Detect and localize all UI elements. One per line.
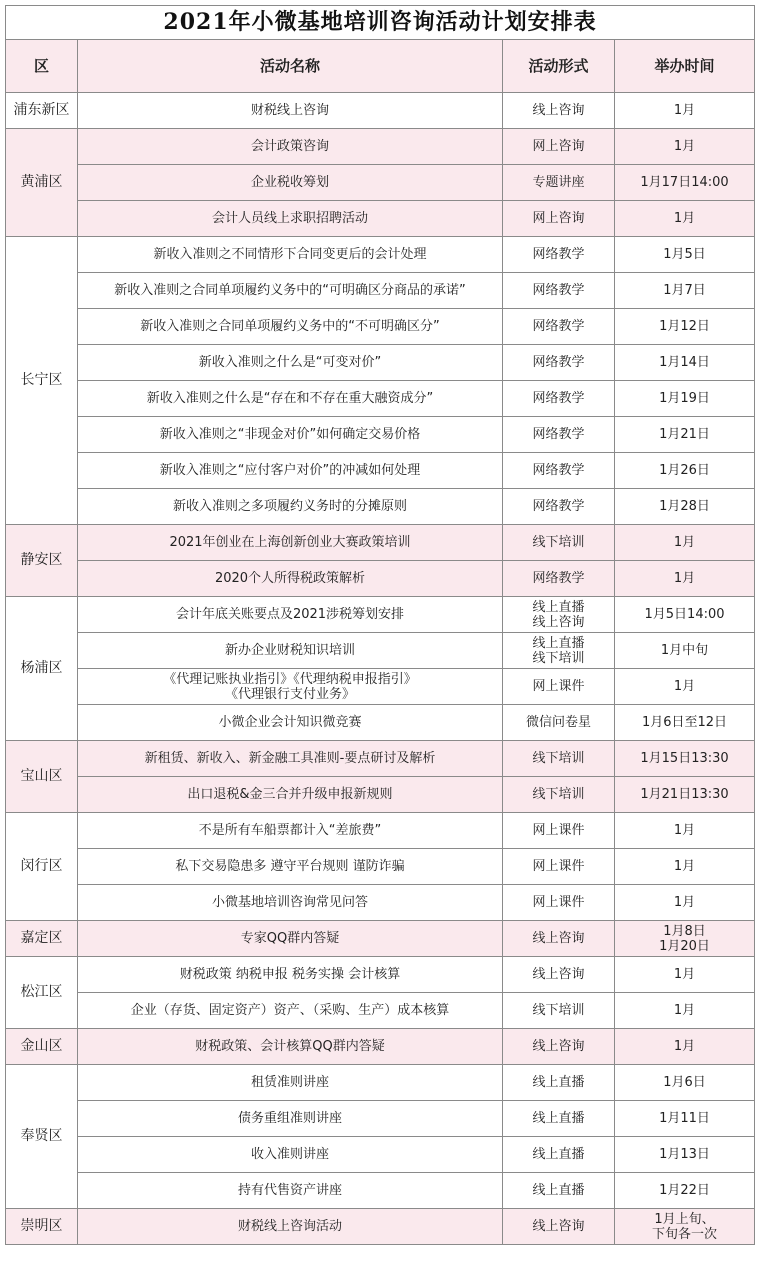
activity-form-cell xyxy=(503,777,615,813)
activity-time-cell-text: 1月21日 xyxy=(659,427,710,442)
header-activity-form: 活动形式 xyxy=(503,40,615,93)
activity-time-cell-text: 1月6日至12日 xyxy=(641,715,728,730)
activity-form-cell-text: 线下培训 xyxy=(532,751,585,766)
activity-form-cell-text: 线下培训 xyxy=(532,535,585,550)
table-row xyxy=(6,813,755,849)
activity-form-cell-text: 线上咨询 xyxy=(532,1219,585,1234)
activity-form-cell xyxy=(503,129,615,165)
activity-form-cell-text: 线上咨询 xyxy=(532,1039,585,1054)
activity-name-cell-text: 会计人员线上求职招聘活动 xyxy=(211,211,368,226)
activity-form-cell xyxy=(503,489,615,525)
activity-time-cell-text: 1月 xyxy=(673,1003,696,1018)
activity-name-cell-text: 不是所有车船票都计入“差旅费” xyxy=(198,823,382,838)
district-cell: 浦东新区 xyxy=(6,93,78,129)
activity-name-cell-text: 《代理银行支付业务》 xyxy=(224,686,355,702)
table-row xyxy=(6,165,755,201)
table-row xyxy=(6,849,755,885)
activity-time-cell-text: 1月上旬、 xyxy=(654,1211,715,1227)
activity-form-cell xyxy=(503,237,615,273)
activity-form-cell-text: 微信问卷星 xyxy=(525,715,591,730)
activity-time-cell xyxy=(615,129,755,165)
activity-time-cell xyxy=(615,1209,755,1245)
activity-time-cell xyxy=(615,813,755,849)
activity-time-cell xyxy=(615,705,755,741)
table-row xyxy=(6,1029,755,1065)
activity-name-cell xyxy=(78,1065,503,1101)
activity-form-cell xyxy=(503,885,615,921)
header-activity-name: 活动名称 xyxy=(78,40,503,93)
table-row xyxy=(6,957,755,993)
table-row xyxy=(6,597,755,633)
activity-time-cell xyxy=(615,957,755,993)
district-cell: 静安区 xyxy=(6,525,78,597)
activity-time-cell-text: 1月 xyxy=(673,535,696,550)
activity-form-cell-text: 线上咨询 xyxy=(532,931,585,946)
district-cell: 长宁区 xyxy=(6,237,78,525)
activity-name-cell-text: 新收入准则之什么是“存在和不存在重大融资成分” xyxy=(146,391,434,406)
activity-time-cell-text: 1月 xyxy=(673,1039,696,1054)
table-row xyxy=(6,741,755,777)
activity-name-cell-text: 新收入准则之“应付客户对价”的冲减如何处理 xyxy=(159,463,421,478)
district-cell: 闵行区 xyxy=(6,813,78,921)
activity-name-cell xyxy=(78,201,503,237)
activity-name-cell xyxy=(78,93,503,129)
activity-form-cell-text: 线上咨询 xyxy=(532,103,585,118)
activity-form-cell xyxy=(503,597,615,633)
activity-name-cell xyxy=(78,813,503,849)
activity-name-cell xyxy=(78,885,503,921)
activity-name-cell-text: 小微企业会计知识微竞赛 xyxy=(218,715,362,730)
activity-form-cell-text: 线上直播 xyxy=(532,1183,585,1198)
activity-time-cell-text: 1月 xyxy=(673,967,696,982)
activity-form-cell-text: 网上课件 xyxy=(532,895,585,910)
activity-name-cell-text: 专家QQ群内答疑 xyxy=(240,931,340,946)
activity-name-cell xyxy=(78,705,503,741)
activity-time-cell xyxy=(615,921,755,957)
district-cell: 杨浦区 xyxy=(6,597,78,741)
activity-name-cell xyxy=(78,561,503,597)
activity-form-cell xyxy=(503,525,615,561)
table-row xyxy=(6,345,755,381)
activity-name-cell-text: 收入准则讲座 xyxy=(250,1147,329,1162)
activity-time-cell-text: 1月8日 xyxy=(663,923,706,939)
table-row xyxy=(6,309,755,345)
activity-form-cell xyxy=(503,309,615,345)
header-row xyxy=(6,40,755,93)
activity-form-cell-text: 线下培训 xyxy=(532,650,585,666)
table-row xyxy=(6,129,755,165)
activity-time-cell xyxy=(615,525,755,561)
table-row xyxy=(6,633,755,669)
activity-time-cell xyxy=(615,417,755,453)
activity-time-cell-text: 1月中旬 xyxy=(660,643,709,658)
table-row xyxy=(6,201,755,237)
activity-time-cell xyxy=(615,309,755,345)
activity-form-cell xyxy=(503,1065,615,1101)
activity-name-cell-text: 出口退税&金三合并升级申报新规则 xyxy=(187,787,393,802)
activity-time-cell xyxy=(615,633,755,669)
activity-name-cell-text: 私下交易隐患多 遵守平台规则 谨防诈骗 xyxy=(175,859,405,874)
table-row xyxy=(6,1209,755,1245)
activity-time-cell xyxy=(615,489,755,525)
activity-time-cell xyxy=(615,1029,755,1065)
activity-form-cell xyxy=(503,1029,615,1065)
activity-time-cell-text: 1月 xyxy=(673,895,696,910)
table-row xyxy=(6,993,755,1029)
activity-name-cell-text: 新收入准则之合同单项履约义务中的“不可明确区分” xyxy=(140,319,440,334)
activity-name-cell xyxy=(78,381,503,417)
table-row xyxy=(6,1173,755,1209)
table-row xyxy=(6,525,755,561)
activity-name-cell-text: 新收入准则之多项履约义务时的分摊原则 xyxy=(172,499,407,514)
activity-name-cell xyxy=(78,849,503,885)
activity-form-cell-text: 网上课件 xyxy=(532,823,585,838)
activity-form-cell-text: 线下培训 xyxy=(532,787,585,802)
table-row xyxy=(6,1065,755,1101)
activity-time-cell-text: 1月 xyxy=(673,139,696,154)
activity-form-cell xyxy=(503,669,615,705)
activity-form-cell xyxy=(503,849,615,885)
activity-name-cell xyxy=(78,525,503,561)
activity-time-cell xyxy=(615,561,755,597)
activity-time-cell xyxy=(615,273,755,309)
activity-time-cell-text: 1月22日 xyxy=(659,1183,710,1198)
activity-name-cell-text: 小微基地培训咨询常见问答 xyxy=(211,895,368,910)
activity-name-cell xyxy=(78,633,503,669)
table-row xyxy=(6,273,755,309)
activity-time-cell-text: 1月26日 xyxy=(659,463,710,478)
activity-form-cell xyxy=(503,201,615,237)
activity-time-cell xyxy=(615,381,755,417)
activity-name-cell xyxy=(78,1137,503,1173)
activity-name-cell xyxy=(78,345,503,381)
activity-form-cell-text: 网络教学 xyxy=(532,427,585,442)
activity-form-cell xyxy=(503,381,615,417)
activity-form-cell xyxy=(503,93,615,129)
activity-name-cell-text: 财税政策 纳税申报 税务实操 会计核算 xyxy=(179,967,401,982)
table-row xyxy=(6,417,755,453)
table-title: 2021年小微基地培训咨询活动计划安排表 xyxy=(6,6,755,40)
activity-form-cell-text: 网上咨询 xyxy=(532,211,585,226)
activity-name-cell xyxy=(78,129,503,165)
activity-form-cell-text: 线上直播 xyxy=(532,599,585,615)
district-cell: 松江区 xyxy=(6,957,78,1029)
activity-time-cell-text: 1月5日14:00 xyxy=(644,607,725,622)
activity-name-cell xyxy=(78,309,503,345)
district-cell: 金山区 xyxy=(6,1029,78,1065)
activity-time-cell xyxy=(615,597,755,633)
activity-form-cell-text: 线上咨询 xyxy=(532,614,585,630)
activity-name-cell xyxy=(78,777,503,813)
district-cell: 黄浦区 xyxy=(6,129,78,237)
activity-name-cell-text: 财税线上咨询活动 xyxy=(237,1219,342,1234)
activity-time-cell xyxy=(615,1065,755,1101)
activity-form-cell xyxy=(503,345,615,381)
activity-name-cell-text: 财税政策、会计核算QQ群内答疑 xyxy=(195,1039,385,1054)
activity-form-cell xyxy=(503,1101,615,1137)
district-cell: 奉贤区 xyxy=(6,1065,78,1209)
activity-form-cell-text: 线下培训 xyxy=(532,1003,585,1018)
activity-time-cell xyxy=(615,741,755,777)
activity-name-cell xyxy=(78,1101,503,1137)
activity-time-cell-text: 1月11日 xyxy=(659,1111,710,1126)
activity-time-cell-text: 1月6日 xyxy=(663,1075,706,1090)
activity-form-cell-text: 网络教学 xyxy=(532,499,585,514)
activity-time-cell-text: 1月20日 xyxy=(659,938,710,954)
activity-time-cell-text: 1月15日13:30 xyxy=(640,751,729,766)
activity-name-cell xyxy=(78,489,503,525)
activity-time-cell xyxy=(615,93,755,129)
activity-form-cell xyxy=(503,921,615,957)
activity-form-cell-text: 线上直播 xyxy=(532,635,585,651)
activity-form-cell-text: 网络教学 xyxy=(532,571,585,586)
activity-name-cell-text: 新收入准则之“非现金对价”如何确定交易价格 xyxy=(159,427,421,442)
activity-name-cell xyxy=(78,273,503,309)
activity-time-cell xyxy=(615,237,755,273)
activity-name-cell-text: 债务重组准则讲座 xyxy=(237,1111,342,1126)
activity-form-cell xyxy=(503,1173,615,1209)
district-cell: 嘉定区 xyxy=(6,921,78,957)
activity-name-cell xyxy=(78,1029,503,1065)
activity-name-cell-text: 租赁准则讲座 xyxy=(250,1075,329,1090)
activity-form-cell-text: 网上课件 xyxy=(532,859,585,874)
table-row xyxy=(6,885,755,921)
header-time: 举办时间 xyxy=(615,40,755,93)
activity-time-cell-text: 1月21日13:30 xyxy=(640,787,729,802)
activity-form-cell-text: 网络教学 xyxy=(532,463,585,478)
activity-form-cell xyxy=(503,705,615,741)
activity-time-cell xyxy=(615,201,755,237)
activity-time-cell xyxy=(615,669,755,705)
activity-schedule-table xyxy=(5,5,755,1245)
activity-time-cell xyxy=(615,885,755,921)
table-row xyxy=(6,237,755,273)
activity-time-cell-text: 1月14日 xyxy=(659,355,710,370)
activity-name-cell-text: 企业税收筹划 xyxy=(250,175,329,190)
activity-time-cell-text: 1月28日 xyxy=(659,499,710,514)
activity-name-cell-text: 2020个人所得税政策解析 xyxy=(214,571,366,586)
table-row xyxy=(6,705,755,741)
activity-time-cell-text: 1月17日14:00 xyxy=(640,175,729,190)
district-cell: 宝山区 xyxy=(6,741,78,813)
activity-name-cell-text: 新收入准则之合同单项履约义务中的“可明确区分商品的承诺” xyxy=(114,283,466,298)
activity-form-cell-text: 线上直播 xyxy=(532,1075,585,1090)
table-row xyxy=(6,93,755,129)
activity-form-cell-text: 网络教学 xyxy=(532,283,585,298)
activity-name-cell xyxy=(78,993,503,1029)
activity-time-cell-text: 1月19日 xyxy=(659,391,710,406)
table-row xyxy=(6,1101,755,1137)
table-row xyxy=(6,381,755,417)
activity-name-cell xyxy=(78,921,503,957)
activity-form-cell xyxy=(503,561,615,597)
activity-form-cell-text: 网络教学 xyxy=(532,247,585,262)
activity-form-cell-text: 线上直播 xyxy=(532,1147,585,1162)
activity-name-cell xyxy=(78,1209,503,1245)
table-row xyxy=(6,561,755,597)
activity-time-cell-text: 下旬各一次 xyxy=(652,1226,718,1242)
activity-time-cell-text: 1月 xyxy=(673,823,696,838)
activity-time-cell-text: 1月 xyxy=(673,103,696,118)
activity-name-cell xyxy=(78,1173,503,1209)
activity-name-cell-text: 新收入准则之不同情形下合同变更后的会计处理 xyxy=(153,247,427,262)
activity-name-cell xyxy=(78,957,503,993)
activity-name-cell-text: 2021年创业在上海创新创业大赛政策培训 xyxy=(169,535,411,550)
activity-form-cell xyxy=(503,453,615,489)
activity-time-cell xyxy=(615,345,755,381)
activity-form-cell xyxy=(503,813,615,849)
activity-time-cell xyxy=(615,1101,755,1137)
activity-form-cell-text: 网上课件 xyxy=(532,679,585,694)
activity-time-cell-text: 1月 xyxy=(673,859,696,874)
activity-form-cell xyxy=(503,165,615,201)
table-row xyxy=(6,777,755,813)
activity-time-cell-text: 1月 xyxy=(673,211,696,226)
activity-time-cell xyxy=(615,993,755,1029)
activity-name-cell-text: 《代理记账执业指引》《代理纳税申报指引》 xyxy=(163,671,417,687)
activity-name-cell-text: 会计年底关账要点及2021涉税筹划安排 xyxy=(175,607,405,622)
activity-form-cell xyxy=(503,417,615,453)
activity-time-cell-text: 1月 xyxy=(673,571,696,586)
table-row xyxy=(6,669,755,705)
activity-time-cell-text: 1月13日 xyxy=(659,1147,710,1162)
activity-form-cell-text: 线上直播 xyxy=(532,1111,585,1126)
activity-time-cell-text: 1月 xyxy=(673,679,696,694)
activity-name-cell-text: 企业（存货、固定资产）资产、（采购、生产）成本核算 xyxy=(130,1003,450,1018)
activity-time-cell xyxy=(615,849,755,885)
activity-form-cell xyxy=(503,273,615,309)
activity-time-cell-text: 1月5日 xyxy=(663,247,706,262)
activity-name-cell-text: 新收入准则之什么是“可变对价” xyxy=(198,355,382,370)
activity-form-cell-text: 专题讲座 xyxy=(532,175,585,190)
activity-form-cell xyxy=(503,741,615,777)
activity-time-cell xyxy=(615,777,755,813)
activity-name-cell xyxy=(78,669,503,705)
activity-form-cell-text: 网络教学 xyxy=(532,391,585,406)
activity-time-cell-text: 1月12日 xyxy=(659,319,710,334)
activity-form-cell xyxy=(503,633,615,669)
activity-form-cell xyxy=(503,1209,615,1245)
header-district: 区 xyxy=(6,40,78,93)
table-row xyxy=(6,453,755,489)
district-cell: 崇明区 xyxy=(6,1209,78,1245)
activity-form-cell xyxy=(503,993,615,1029)
activity-name-cell-text: 持有代售资产讲座 xyxy=(237,1183,342,1198)
activity-form-cell-text: 网络教学 xyxy=(532,355,585,370)
activity-time-cell xyxy=(615,1137,755,1173)
activity-time-cell xyxy=(615,165,755,201)
activity-name-cell xyxy=(78,417,503,453)
activity-form-cell-text: 线上咨询 xyxy=(532,967,585,982)
activity-name-cell-text: 新办企业财税知识培训 xyxy=(224,643,355,658)
activity-time-cell-text: 1月7日 xyxy=(663,283,706,298)
activity-form-cell xyxy=(503,1137,615,1173)
activity-name-cell xyxy=(78,597,503,633)
activity-name-cell xyxy=(78,165,503,201)
activity-time-cell xyxy=(615,1173,755,1209)
activity-name-cell-text: 财税线上咨询 xyxy=(250,103,329,118)
activity-form-cell xyxy=(503,957,615,993)
activity-form-cell-text: 网络教学 xyxy=(532,319,585,334)
table-row xyxy=(6,489,755,525)
title-row xyxy=(6,6,755,40)
activity-time-cell xyxy=(615,453,755,489)
activity-form-cell-text: 网上咨询 xyxy=(532,139,585,154)
activity-name-cell xyxy=(78,453,503,489)
table-body xyxy=(6,6,755,1245)
activity-name-cell-text: 新租赁、新收入、新金融工具准则-要点研讨及解析 xyxy=(144,751,436,766)
activity-name-cell xyxy=(78,741,503,777)
table-row xyxy=(6,1137,755,1173)
activity-name-cell xyxy=(78,237,503,273)
table-row xyxy=(6,921,755,957)
activity-name-cell-text: 会计政策咨询 xyxy=(250,139,329,154)
